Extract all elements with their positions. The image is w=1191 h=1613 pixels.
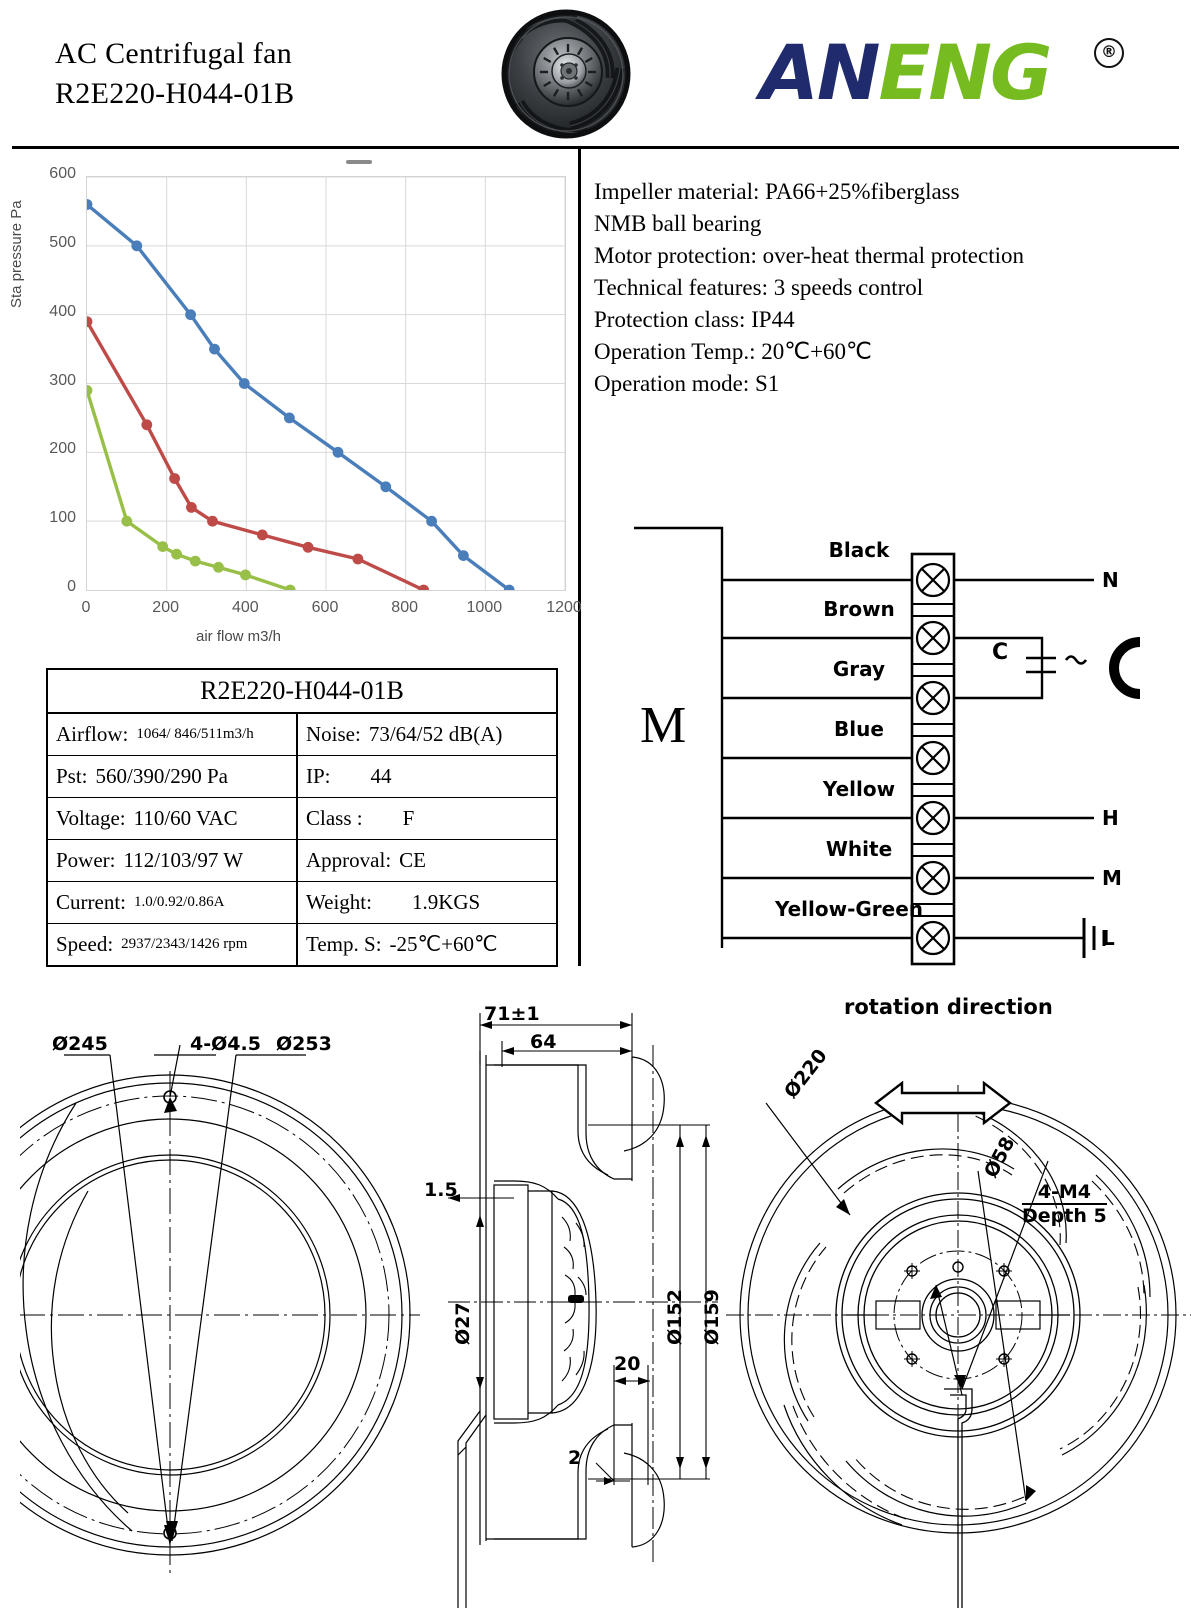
- wire-label-brown: Brown: [823, 597, 895, 621]
- section-dim-outer-dia: Ø159: [701, 1289, 723, 1345]
- chart-y-tick-label: 400: [49, 302, 76, 320]
- spec-table-row: [48, 882, 556, 924]
- terminal-label-m: M: [1102, 866, 1122, 890]
- front-view-dim-holes: 4-Ø4.5: [190, 1033, 261, 1055]
- impeller-thread-size: 4-M4: [1022, 1181, 1107, 1205]
- product-model-text: R2E220-H044-01B: [55, 77, 295, 110]
- vertical-divider: [578, 148, 581, 966]
- spec-table-row: [48, 714, 556, 756]
- spec-value: 1.0/0.92/0.86A: [133, 894, 225, 910]
- page-header: [0, 0, 1191, 148]
- spec-value: 44: [370, 764, 392, 788]
- spec-line-impeller-material: Impeller material: PA66+25%fiberglass: [594, 179, 960, 204]
- spec-label: Weight:: [306, 890, 372, 914]
- chart-x-tick-label: 400: [231, 599, 259, 616]
- product-type-text: AC Centrifugal fan: [55, 37, 293, 70]
- spec-cell-right: [298, 798, 556, 839]
- spec-label: Approval:: [306, 848, 392, 872]
- spec-value: CE: [399, 848, 426, 872]
- spec-label: IP:: [306, 764, 331, 788]
- impeller-dim-diameter: Ø220: [780, 1045, 832, 1103]
- spec-label: Voltage:: [56, 806, 126, 830]
- spec-value: 1.9KGS: [411, 890, 481, 914]
- chart-y-axis-label: Sta pressure Pa: [8, 200, 25, 308]
- chart-top-marker: [346, 160, 372, 164]
- section-dim-flange: 1.5: [424, 1179, 458, 1201]
- spec-label: Temp. S:: [306, 932, 382, 956]
- impeller-dim-hub: Ø58: [980, 1133, 1020, 1182]
- performance-chart: [8, 158, 582, 668]
- spec-value: 112/103/97 W: [123, 848, 244, 872]
- spec-label: Airflow:: [56, 722, 129, 746]
- chart-y-tick-label: 500: [49, 233, 76, 251]
- logo-wordmark: [760, 28, 1120, 117]
- spec-cell-left: [48, 714, 298, 755]
- spec-cell-left: [48, 924, 298, 965]
- page-title: [55, 34, 295, 114]
- registered-trademark-icon: ®: [1094, 38, 1124, 68]
- section-dim-shaft: Ø27: [452, 1302, 474, 1345]
- front-view-dim-inner: Ø245: [52, 1033, 108, 1055]
- spec-cell-right: [298, 882, 556, 923]
- wire-label-gray: Gray: [832, 657, 886, 681]
- chart-y-tick-label: 100: [49, 509, 76, 527]
- impeller-thread-callout: [1022, 1181, 1107, 1227]
- spec-line-operation-mode: Operation mode: S1: [594, 371, 780, 396]
- technical-drawings: [0, 985, 1191, 1608]
- wiring-diagram: [594, 500, 1174, 966]
- spec-cell-right: [298, 924, 556, 965]
- technical-specs-text: [594, 176, 1174, 400]
- specification-table: [46, 668, 558, 967]
- logo-text-eng: ENG: [878, 28, 1051, 117]
- spec-table-row: [48, 756, 556, 798]
- centrifugal-fan-photo: [492, 8, 640, 140]
- spec-cell-right: [298, 756, 556, 797]
- section-dim-body: 64: [530, 1031, 557, 1053]
- spec-cell-left: [48, 882, 298, 923]
- chart-x-tick-label: 600: [311, 599, 339, 616]
- spec-value: 110/60 VAC: [133, 806, 238, 830]
- spec-cell-right: [298, 840, 556, 881]
- chart-plot-area: [86, 176, 566, 591]
- spec-line-protection-class: Protection class: IP44: [594, 307, 795, 332]
- spec-cell-left: [48, 798, 298, 839]
- spec-table-body: [48, 714, 556, 965]
- spec-cell-right: [298, 714, 556, 755]
- spec-value: -25℃+60℃: [389, 932, 498, 956]
- wire-label-yellow: Yellow: [822, 777, 896, 801]
- front-view-dim-outer: Ø253: [276, 1033, 332, 1055]
- chart-y-tick-label: 600: [49, 165, 76, 182]
- spec-line-motor-protection: Motor protection: over-heat thermal protection: [594, 243, 1025, 268]
- spec-value: 1064/ 846/511m3/h: [136, 726, 254, 742]
- section-dim-inner-dia: Ø152: [664, 1289, 686, 1345]
- wire-label-black: Black: [828, 538, 890, 562]
- aneng-logo: [760, 20, 1140, 130]
- spec-value: 560/390/290 Pa: [95, 764, 228, 788]
- spec-value: 2937/2343/1426 rpm: [121, 936, 248, 952]
- wire-label-yellow-green: Yellow-Green: [774, 897, 924, 921]
- spec-table-row: [48, 840, 556, 882]
- spec-label: Current:: [56, 890, 126, 914]
- chart-x-tick-label: 0: [81, 599, 91, 616]
- chart-x-tick-label: 1000: [466, 599, 503, 616]
- spec-cell-left: [48, 840, 298, 881]
- chart-x-axis-label: air flow m3/h: [196, 628, 282, 645]
- spec-cell-left: [48, 756, 298, 797]
- chart-y-tick-label: 300: [49, 371, 76, 389]
- rotation-direction-label: rotation direction: [844, 995, 1053, 1019]
- spec-value: F: [402, 806, 415, 830]
- spec-table-row: [48, 924, 556, 965]
- spec-line-bearing: NMB ball bearing: [594, 211, 762, 236]
- spec-value: 73/64/52 dB(A): [368, 722, 503, 746]
- spec-label: Speed:: [56, 932, 114, 956]
- chart-x-tick-label: 200: [152, 599, 179, 616]
- terminal-label-l: L: [1102, 926, 1115, 950]
- wire-label-blue: Blue: [834, 717, 884, 741]
- spec-label: Noise:: [306, 722, 361, 746]
- chart-x-tick-label: 800: [391, 599, 418, 616]
- motor-symbol: M: [640, 697, 687, 754]
- chart-y-tick-label: 200: [49, 440, 76, 458]
- section-dim-overall: 71±1: [484, 1003, 540, 1025]
- chart-x-tick-label: 1200: [546, 599, 582, 616]
- capacitor-label: C: [992, 640, 1009, 665]
- spec-line-technical-features: Technical features: 3 speeds control: [594, 275, 924, 300]
- chart-y-tick-label: 0: [67, 578, 76, 595]
- logo-text-an: AN: [760, 28, 879, 117]
- front-view-drawing: [20, 985, 420, 1608]
- spec-line-operation-temp: Operation Temp.: 20℃+60℃: [594, 339, 872, 364]
- spec-label: Pst:: [56, 764, 88, 788]
- impeller-view-drawing: [726, 985, 1191, 1608]
- section-dim-lip: 20: [614, 1353, 641, 1375]
- wire-label-white: White: [825, 837, 893, 861]
- spec-label: Class :: [306, 806, 363, 830]
- header-divider: [12, 146, 1179, 149]
- terminal-label-h: H: [1102, 806, 1119, 830]
- section-view-drawing: [418, 985, 728, 1608]
- spec-label: Power:: [56, 848, 116, 872]
- spec-table-row: [48, 798, 556, 840]
- chart-svg: [87, 177, 565, 590]
- section-dim-thickness: 2: [568, 1447, 582, 1469]
- impeller-thread-depth: Depth 5: [1022, 1205, 1107, 1227]
- terminal-label-n: N: [1102, 568, 1119, 592]
- spec-table-title: R2E220-H044-01B: [48, 670, 556, 714]
